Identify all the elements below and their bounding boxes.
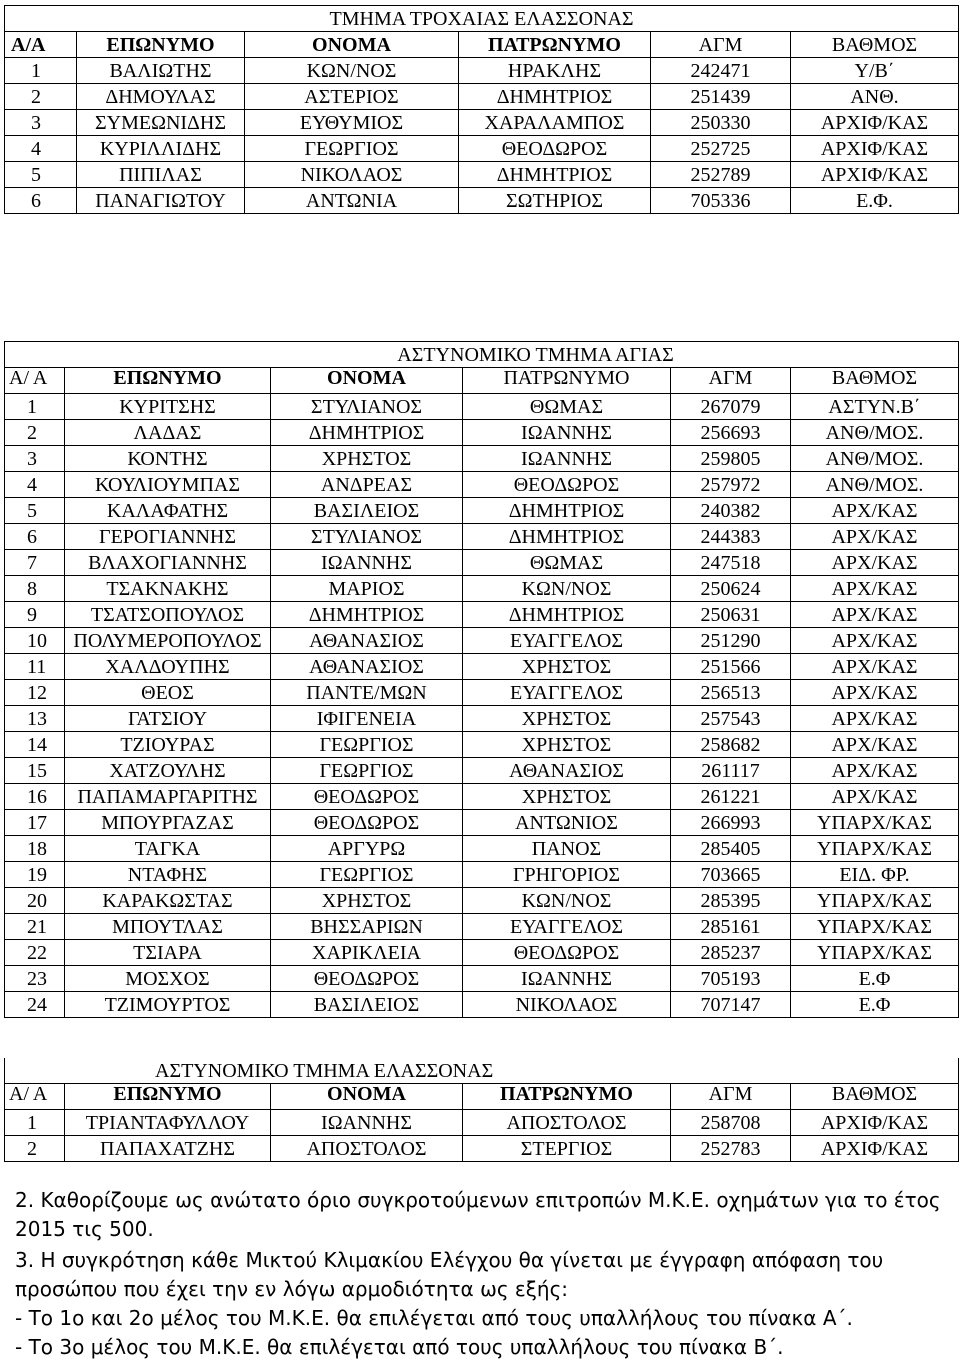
table-cell: ΤΡΙΑΝΤΑΦΥΛΛΟΥ (65, 1110, 271, 1136)
table-cell: ΣΤΕΡΓΙΟΣ (463, 1136, 671, 1162)
table-row (5, 110, 959, 136)
table-cell: Υ/Β΄ (791, 58, 959, 84)
table-cell: ΘΕΟΔΩΡΟΣ (271, 966, 463, 992)
table-cell: Ε.Φ (791, 992, 959, 1018)
table-cell: ΣΤΥΛΙΑΝΟΣ (271, 394, 463, 420)
note-paragraph: 3. Η συγκρότηση κάθε Μικτού Κλιμακίου Ελέγχου θα γίνεται με έγγραφη απόφαση του προσώπου που έχει την εν λόγω αρμοδιότητα ως εξής: (15, 1248, 884, 1301)
table-cell: ΝΙΚΟΛΑΟΣ (245, 162, 459, 188)
table-row (5, 758, 959, 784)
row-number: 10 (5, 628, 65, 654)
table-cell: 257972 (671, 472, 791, 498)
table-cell: ΑΠΟΣΤΟΛΟΣ (271, 1136, 463, 1162)
table-cell: ΓΕΩΡΓΙΟΣ (271, 862, 463, 888)
table-cell: ΙΩΑΝΝΗΣ (271, 550, 463, 576)
table-cell: ΑΡΧΙΦ/ΚΑΣ (791, 1110, 959, 1136)
col-header-agm: ΑΓΜ (671, 1084, 791, 1110)
col-header-name: ΟΝΟΜΑ (271, 368, 463, 394)
table-cell: 258708 (671, 1110, 791, 1136)
table-cell: 256513 (671, 680, 791, 706)
table-cell: 703665 (671, 862, 791, 888)
row-number: 23 (5, 966, 65, 992)
table-cell: ΘΩΜΑΣ (463, 394, 671, 420)
table-cell: ΔΗΜΗΤΡΙΟΣ (463, 498, 671, 524)
table-cell: ΚΩΝ/ΝΟΣ (245, 58, 459, 84)
table-row (5, 706, 959, 732)
table-cell: ΣΤΥΛΙΑΝΟΣ (271, 524, 463, 550)
table-cell: ΚΑΡΑΚΩΣΤΑΣ (65, 888, 271, 914)
table-cell: ΓΕΩΡΓΙΟΣ (245, 136, 459, 162)
col-header-aa: Α/Α (5, 32, 77, 58)
table-body (5, 394, 959, 1018)
row-number: 4 (5, 472, 65, 498)
table-cell: ΚΩΝ/ΝΟΣ (463, 888, 671, 914)
table-cell: ΤΣΑΤΣΟΠΟΥΛΟΣ (65, 602, 271, 628)
table-cell: ΑΡΧ/ΚΑΣ (791, 628, 959, 654)
table-cell: ΑΡΧ/ΚΑΣ (791, 524, 959, 550)
table-cell: ΑΡΧ/ΚΑΣ (791, 680, 959, 706)
table-cell: ΑΝΔΡΕΑΣ (271, 472, 463, 498)
table-cell: ΓΕΡΟΓΙΑΝΝΗΣ (65, 524, 271, 550)
table-cell: ΠΑΠΑΧΑΤΖΗΣ (65, 1136, 271, 1162)
row-number: 8 (5, 576, 65, 602)
table-cell: ΑΘΑΝΑΣΙΟΣ (463, 758, 671, 784)
traffic-dept-table (4, 5, 959, 214)
section-title: ΤΜΗΜΑ ΤΡΟΧΑΙΑΣ ΕΛΑΣΣΟΝΑΣ (5, 6, 959, 32)
table-cell: ΑΡΧ/ΚΑΣ (791, 706, 959, 732)
table-cell: 252725 (651, 136, 791, 162)
table-cell: ΚΟΝΤΗΣ (65, 446, 271, 472)
table-cell: ΕΥΑΓΓΕΛΟΣ (463, 680, 671, 706)
table-cell: ΠΑΠΑΜΑΡΓΑΡΙΤΗΣ (65, 784, 271, 810)
table-cell: ΝΙΚΟΛΑΟΣ (463, 992, 671, 1018)
table-cell: ΤΖΙΟΥΡΑΣ (65, 732, 271, 758)
table-cell: 266993 (671, 810, 791, 836)
table-row (5, 420, 959, 446)
row-number: 6 (5, 524, 65, 550)
table-cell: ΘΩΜΑΣ (463, 550, 671, 576)
table-cell: 285237 (671, 940, 791, 966)
table-cell: ΙΩΑΝΝΗΣ (271, 1110, 463, 1136)
note-paragraph: - Το 3ο μέλος του Μ.Κ.Ε. θα επιλέγεται από τους υπαλλήλους του πίνακα Β΄. (15, 1335, 784, 1359)
table-cell: ΧΑΡΑΛΑΜΠΟΣ (459, 110, 651, 136)
table-cell: ΧΡΗΣΤΟΣ (463, 732, 671, 758)
row-number: 21 (5, 914, 65, 940)
table-cell: ΑΘΑΝΑΣΙΟΣ (271, 628, 463, 654)
table-cell: ΘΕΟΔΩΡΟΣ (459, 136, 651, 162)
row-number: 1 (5, 58, 77, 84)
table-cell: ΧΑΤΖΟΥΛΗΣ (65, 758, 271, 784)
table-cell: ΔΗΜΗΤΡΙΟΣ (271, 420, 463, 446)
table-cell: 261221 (671, 784, 791, 810)
row-number: 1 (5, 1110, 65, 1136)
row-number: 12 (5, 680, 65, 706)
header-row (5, 1084, 959, 1110)
table-row (5, 966, 959, 992)
table-cell: ΒΑΛΙΩΤΗΣ (77, 58, 245, 84)
section-title: ΑΣΤΥΝΟΜΙΚΟ ΤΜΗΜΑ ΑΓΙΑΣ (5, 342, 959, 368)
row-number: 13 (5, 706, 65, 732)
row-number: 20 (5, 888, 65, 914)
table-cell: ΒΗΣΣΑΡΙΩΝ (271, 914, 463, 940)
table-cell: ΤΖΙΜΟΥΡΤΟΣ (65, 992, 271, 1018)
table-cell: ΠΟΛΥΜΕΡΟΠΟΥΛΟΣ (65, 628, 271, 654)
table-cell: ΔΗΜΗΤΡΙΟΣ (459, 84, 651, 110)
col-header-rank: ΒΑΘΜΟΣ (791, 1084, 959, 1110)
row-number: 17 (5, 810, 65, 836)
table-cell: 705193 (671, 966, 791, 992)
row-number: 24 (5, 992, 65, 1018)
row-number: 6 (5, 188, 77, 214)
table-cell: ΝΤΑΦΗΣ (65, 862, 271, 888)
row-number: 19 (5, 862, 65, 888)
row-number: 1 (5, 394, 65, 420)
header-row (5, 368, 959, 394)
table-cell: ΒΑΣΙΛΕΙΟΣ (271, 498, 463, 524)
table-cell: ΥΠΑΡΧ/ΚΑΣ (791, 914, 959, 940)
table-row (5, 732, 959, 758)
table-cell: ΘΕΟΔΩΡΟΣ (271, 810, 463, 836)
col-header-agm: ΑΓΜ (671, 368, 791, 394)
table-cell: ΧΡΗΣΤΟΣ (271, 888, 463, 914)
table-cell: 247518 (671, 550, 791, 576)
table-row (5, 576, 959, 602)
table-cell: 259805 (671, 446, 791, 472)
table-cell: ΒΛΑΧΟΓΙΑΝΝΗΣ (65, 550, 271, 576)
table-cell: ΑΡΧ/ΚΑΣ (791, 784, 959, 810)
row-number: 2 (5, 420, 65, 446)
table-cell: ΙΩΑΝΝΗΣ (463, 420, 671, 446)
col-header-name: ΟΝΟΜΑ (245, 32, 459, 58)
col-header-surname: ΕΠΩΝΥΜΟ (77, 32, 245, 58)
table-cell: ΙΩΑΝΝΗΣ (463, 446, 671, 472)
table-row (5, 940, 959, 966)
table-cell: ΑΡΧ/ΚΑΣ (791, 550, 959, 576)
table-cell: ΥΠΑΡΧ/ΚΑΣ (791, 810, 959, 836)
table-row (5, 162, 959, 188)
table-cell: ΕΥΘΥΜΙΟΣ (245, 110, 459, 136)
table-cell: ΕΥΑΓΓΕΛΟΣ (463, 914, 671, 940)
table-row (5, 136, 959, 162)
table-cell: ΧΡΗΣΤΟΣ (463, 706, 671, 732)
table-cell: 285405 (671, 836, 791, 862)
table-cell: ΚΥΡΙΤΣΗΣ (65, 394, 271, 420)
table-cell: ΑΡΧ/ΚΑΣ (791, 576, 959, 602)
table-cell: ΒΑΣΙΛΕΙΟΣ (271, 992, 463, 1018)
table-row (5, 680, 959, 706)
table-row (5, 992, 959, 1018)
col-header-name: ΟΝΟΜΑ (271, 1084, 463, 1110)
table-row (5, 472, 959, 498)
table-cell: 256693 (671, 420, 791, 446)
table-cell: ΑΡΧ/ΚΑΣ (791, 758, 959, 784)
header-row (5, 32, 959, 58)
table-cell: ΜΑΡΙΟΣ (271, 576, 463, 602)
row-number: 14 (5, 732, 65, 758)
table-cell: ΠΑΝΤΕ/ΜΩΝ (271, 680, 463, 706)
table-cell: 251566 (671, 654, 791, 680)
decision-notes (15, 1186, 960, 1362)
table-cell: 285161 (671, 914, 791, 940)
table-row (5, 1110, 959, 1136)
col-header-father: ΠΑΤΡΩΝΥΜΟ (459, 32, 651, 58)
table-cell: ΑΝΘ/ΜΟΣ. (791, 420, 959, 446)
table-cell: 267079 (671, 394, 791, 420)
col-header-father: ΠΑΤΡΩΝΥΜΟ (463, 368, 671, 394)
table-cell: ΘΕΟΔΩΡΟΣ (463, 940, 671, 966)
table-cell: ΘΕΟΔΩΡΟΣ (271, 784, 463, 810)
table-cell: ΓΡΗΓΟΡΙΟΣ (463, 862, 671, 888)
table-cell: ΑΝΘ/ΜΟΣ. (791, 446, 959, 472)
table-cell: ΑΝΤΩΝΙΟΣ (463, 810, 671, 836)
table-cell: ΑΘΑΝΑΣΙΟΣ (271, 654, 463, 680)
table-row (5, 836, 959, 862)
table-cell: 240382 (671, 498, 791, 524)
table-row (5, 810, 959, 836)
table-cell: ΠΙΠΙΛΑΣ (77, 162, 245, 188)
col-header-aa: Α/ Α (5, 368, 65, 394)
table-cell: ΧΑΛΔΟΥΠΗΣ (65, 654, 271, 680)
table-row (5, 188, 959, 214)
row-number: 2 (5, 1136, 65, 1162)
table-cell: ΚΑΛΑΦΑΤΗΣ (65, 498, 271, 524)
table-cell: 244383 (671, 524, 791, 550)
row-number: 3 (5, 110, 77, 136)
table-cell: 707147 (671, 992, 791, 1018)
table-cell: ΑΝΘ. (791, 84, 959, 110)
table-cell: ΥΠΑΡΧ/ΚΑΣ (791, 888, 959, 914)
table-cell: ΠΑΝΑΓΙΩΤΟΥ (77, 188, 245, 214)
row-number: 22 (5, 940, 65, 966)
row-number: 5 (5, 162, 77, 188)
table-cell: ΑΝΘ/ΜΟΣ. (791, 472, 959, 498)
table-cell: 258682 (671, 732, 791, 758)
table-cell: ΑΡΧ/ΚΑΣ (791, 654, 959, 680)
table-cell: ΚΩΝ/ΝΟΣ (463, 576, 671, 602)
col-header-surname: ΕΠΩΝΥΜΟ (65, 1084, 271, 1110)
table-cell: ΑΣΤΥΝ.Β΄ (791, 394, 959, 420)
row-number: 2 (5, 84, 77, 110)
table-cell: ΔΗΜΗΤΡΙΟΣ (271, 602, 463, 628)
table-body (5, 58, 959, 214)
table-cell: 285395 (671, 888, 791, 914)
table-cell: ΑΡΧΙΦ/ΚΑΣ (791, 110, 959, 136)
table-cell: Ε.Φ (791, 966, 959, 992)
table-cell: 250631 (671, 602, 791, 628)
table-cell: ΑΝΤΩΝΙΑ (245, 188, 459, 214)
table-cell: ΔΗΜΟΥΛΑΣ (77, 84, 245, 110)
row-number: 15 (5, 758, 65, 784)
table-cell: ΑΡΧΙΦ/ΚΑΣ (791, 136, 959, 162)
table-row (5, 628, 959, 654)
table-cell: ΤΣΑΚΝΑΚΗΣ (65, 576, 271, 602)
table-row (5, 1136, 959, 1162)
table-cell: 242471 (651, 58, 791, 84)
row-number: 3 (5, 446, 65, 472)
table-cell: ΕΙΔ. ΦΡ. (791, 862, 959, 888)
table-cell: ΑΡΓΥΡΩ (271, 836, 463, 862)
col-header-agm: ΑΓΜ (651, 32, 791, 58)
table-cell: ΔΗΜΗΤΡΙΟΣ (463, 602, 671, 628)
table-cell: ΑΣΤΕΡΙΟΣ (245, 84, 459, 110)
row-number: 9 (5, 602, 65, 628)
note-paragraph: - Το 1ο και 2ο μέλος του Μ.Κ.Ε. θα επιλέγεται από τους υπαλλήλους του πίνακα Α΄. (15, 1306, 853, 1330)
table-cell: ΑΡΧ/ΚΑΣ (791, 732, 959, 758)
table-cell: ΣΩΤΗΡΙΟΣ (459, 188, 651, 214)
table-row (5, 550, 959, 576)
table-row (5, 58, 959, 84)
table-cell: ΧΡΗΣΤΟΣ (463, 654, 671, 680)
table-body (5, 1110, 959, 1162)
table-row (5, 784, 959, 810)
table-row (5, 524, 959, 550)
table-cell: ΜΠΟΥΡΓΑΖΑΣ (65, 810, 271, 836)
table-cell: 705336 (651, 188, 791, 214)
table-row (5, 654, 959, 680)
table-cell: ΤΣΙΑΡΑ (65, 940, 271, 966)
col-header-surname: ΕΠΩΝΥΜΟ (65, 368, 271, 394)
table-row (5, 394, 959, 420)
col-header-aa: Α/ Α (5, 1084, 65, 1110)
table-cell: ΠΑΝΟΣ (463, 836, 671, 862)
table-cell: 252783 (671, 1136, 791, 1162)
elassona-police-table (4, 1058, 959, 1162)
table-cell: ΑΡΧΙΦ/ΚΑΣ (791, 162, 959, 188)
table-cell: ΥΠΑΡΧ/ΚΑΣ (791, 940, 959, 966)
table-cell: ΚΟΥΛΙΟΥΜΠΑΣ (65, 472, 271, 498)
row-number: 7 (5, 550, 65, 576)
table-cell: ΓΕΩΡΓΙΟΣ (271, 732, 463, 758)
table-cell: 257543 (671, 706, 791, 732)
table-cell: ΔΗΜΗΤΡΙΟΣ (459, 162, 651, 188)
table-cell: 251439 (651, 84, 791, 110)
table-cell: ΧΡΗΣΤΟΣ (463, 784, 671, 810)
table-cell: ΑΡΧΙΦ/ΚΑΣ (791, 1136, 959, 1162)
row-number: 16 (5, 784, 65, 810)
row-number: 4 (5, 136, 77, 162)
agia-police-table (4, 341, 959, 1018)
table-cell: ΓΑΤΣΙΟΥ (65, 706, 271, 732)
table-row (5, 446, 959, 472)
table-cell: ΣΥΜΕΩΝΙΔΗΣ (77, 110, 245, 136)
table-cell: ΔΗΜΗΤΡΙΟΣ (463, 524, 671, 550)
table-cell: ΜΠΟΥΤΛΑΣ (65, 914, 271, 940)
table-cell: ΜΟΣΧΟΣ (65, 966, 271, 992)
table-cell: ΑΡΧ/ΚΑΣ (791, 602, 959, 628)
table-cell: 250624 (671, 576, 791, 602)
col-header-rank: ΒΑΘΜΟΣ (791, 368, 959, 394)
table-cell: Ε.Φ. (791, 188, 959, 214)
table-cell: ΥΠΑΡΧ/ΚΑΣ (791, 836, 959, 862)
row-number: 11 (5, 654, 65, 680)
table-cell: ΛΑΔΑΣ (65, 420, 271, 446)
table-cell: ΗΡΑΚΛΗΣ (459, 58, 651, 84)
table-cell: ΤΑΓΚΑ (65, 836, 271, 862)
table-row (5, 84, 959, 110)
table-row (5, 914, 959, 940)
table-row (5, 888, 959, 914)
section-title: ΑΣΤΥΝΟΜΙΚΟ ΤΜΗΜΑ ΕΛΑΣΣΟΝΑΣ (5, 1058, 959, 1084)
table-cell: ΑΠΟΣΤΟΛΟΣ (463, 1110, 671, 1136)
col-header-rank: ΒΑΘΜΟΣ (791, 32, 959, 58)
table-cell: ΧΡΗΣΤΟΣ (271, 446, 463, 472)
table-cell: ΑΡΧ/ΚΑΣ (791, 498, 959, 524)
table-row (5, 862, 959, 888)
table-cell: 250330 (651, 110, 791, 136)
table-cell: 252789 (651, 162, 791, 188)
table-cell: ΘΕΟΣ (65, 680, 271, 706)
table-cell: ΘΕΟΔΩΡΟΣ (463, 472, 671, 498)
table-cell: 251290 (671, 628, 791, 654)
table-cell: ΙΦΙΓΕΝΕΙΑ (271, 706, 463, 732)
row-number: 5 (5, 498, 65, 524)
row-number: 18 (5, 836, 65, 862)
table-cell: ΙΩΑΝΝΗΣ (463, 966, 671, 992)
table-row (5, 602, 959, 628)
table-cell: ΧΑΡΙΚΛΕΙΑ (271, 940, 463, 966)
col-header-father: ΠΑΤΡΩΝΥΜΟ (463, 1084, 671, 1110)
table-cell: ΚΥΡΙΛΛΙΔΗΣ (77, 136, 245, 162)
table-cell: 261117 (671, 758, 791, 784)
table-row (5, 498, 959, 524)
note-paragraph: 2. Καθορίζουμε ως ανώτατο όριο συγκροτούμενων επιτροπών Μ.Κ.Ε. οχημάτων για το έτος 2015 τις 500. (15, 1188, 941, 1241)
table-cell: ΓΕΩΡΓΙΟΣ (271, 758, 463, 784)
table-cell: ΕΥΑΓΓΕΛΟΣ (463, 628, 671, 654)
